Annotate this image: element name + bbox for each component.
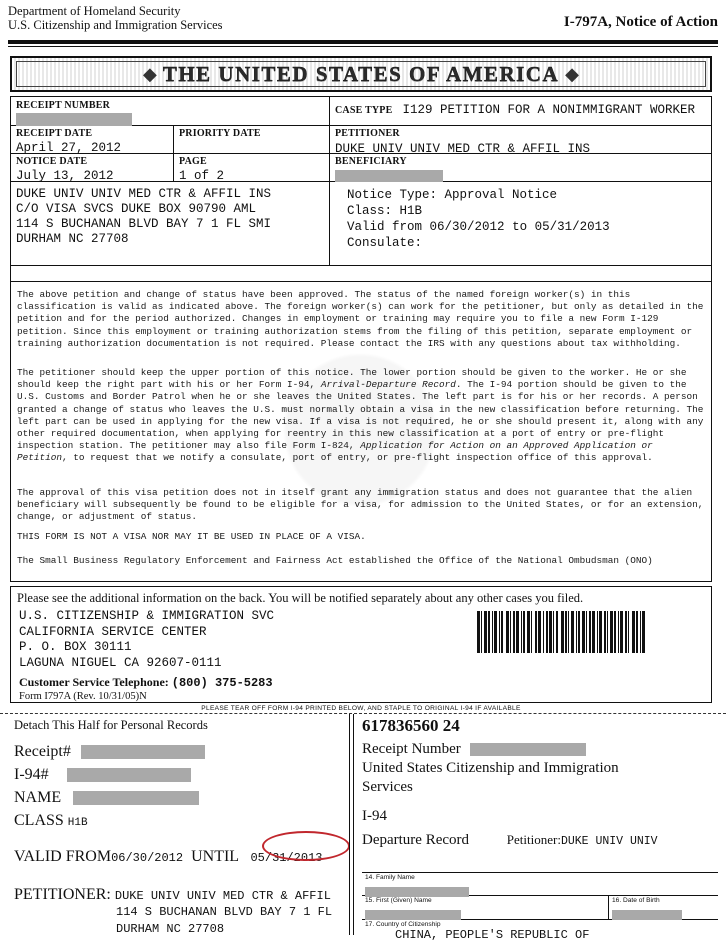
i94-agency-line-2: Services (362, 779, 413, 795)
consulate-label: Consulate: (347, 236, 423, 250)
stub-valid-from-label: VALID FROM (14, 848, 112, 865)
class-label: Class: (347, 204, 393, 218)
p2-part-b: . The I-94 portion should be given to the U.S. Customs and Border Patrol when he or she leaves the United States. The left part is for his or her records. A person granted a change of status who leaves the U.S. must normally obtain a visa in the new classification before returning. The left part can be used in applying for the new visa. If a visa is not required, he or she should present it, along with any other required documentation, when applying for reentry in this new classification at a port of entry or pre-flight inspection station. The petitioner may also file Form I-824, (17, 379, 704, 452)
service-center-address (19, 609, 274, 671)
body-paragraph-3: The approval of this visa petition does not in itself grant any immigration status and does not guarantee that the alien beneficiary will subsequently be found to be eligible for a visa, for admission to the United States, or for an extension, change, or adjustment of status. (17, 487, 704, 523)
i94-agency-line-1: United States Citizenship and Immigration (362, 760, 619, 776)
i94-receipt-number-row (362, 740, 722, 759)
stub-class-row (14, 812, 344, 830)
notice-type-row (347, 187, 707, 203)
office-line-1: U.S. CITIZENSHIP & IMMIGRATION SVC (19, 609, 275, 623)
receipt-number-field (16, 100, 132, 126)
office-line-4: LAGUNA NIGUEL CA 92607-0111 (19, 655, 222, 670)
p2-part-a: The petitioner should keep the upper portion of this notice. The lower portion should be given to the worker. He or she should keep the right part with his or her Form I-94, (17, 367, 687, 391)
case-type-value: I129 PETITION FOR A NONIMMIGRANT WORKER (402, 103, 696, 117)
stub-i94-row (14, 766, 344, 784)
customer-service-row (19, 675, 273, 690)
i94-field-15-value (365, 904, 605, 922)
stub-petitioner-row (14, 886, 344, 904)
personal-records-stub (14, 718, 344, 938)
agency-line-1: Department of Homeland Security (8, 4, 181, 18)
beneficiary-label: BENEFICIARY (335, 156, 407, 167)
office-line-2: CALIFORNIA SERVICE CENTER (19, 624, 207, 639)
usa-banner (10, 56, 712, 92)
case-type-field (335, 100, 707, 118)
stub-valid-from-value: 06/30/2012 (111, 851, 184, 865)
redaction-bar (612, 910, 682, 920)
receipt-number-value (16, 111, 132, 126)
i94-field-16-value (612, 904, 716, 922)
document-header (8, 4, 718, 32)
redaction-bar (335, 170, 443, 182)
receipt-number-label: RECEIPT NUMBER (16, 100, 111, 111)
receipt-date-value: April 27, 2012 (16, 141, 122, 155)
i94-field-17-value: CHINA, PEOPLE'S REPUBLIC OF (395, 928, 590, 942)
mailing-address-block (16, 187, 326, 247)
body-paragraph-5: The Small Business Regulatory Enforcement and Fairness Act established the Office of the National Ombudsman (ONO) (17, 555, 653, 566)
notice-info-block (347, 187, 707, 251)
notice-date-label: NOTICE DATE (16, 156, 88, 167)
stub-receipt-label: Receipt# (14, 743, 71, 760)
banner-text: THE UNITED STATES OF AMERICA (162, 61, 560, 86)
valid-from-value: 06/30/2012 (429, 220, 505, 234)
case-data-table (10, 96, 712, 582)
customer-service-phone: (800) 375-5283 (171, 676, 273, 690)
redaction-bar (73, 791, 199, 805)
i94-petitioner-value: DUKE UNIV UNIV (560, 835, 658, 848)
stub-title: Detach This Half for Personal Records (14, 718, 208, 732)
customer-service-label: Customer Service Telephone: (19, 675, 169, 689)
header-rule-secondary (8, 46, 718, 47)
priority-date-field (179, 128, 261, 141)
i94-petitioner-label: Petitioner: (506, 832, 561, 847)
stub-class-value: H1B (67, 817, 88, 829)
i94-departure-label: Departure Record (362, 832, 470, 848)
until-date-annotation-circle (262, 831, 350, 861)
stub-petitioner-label: PETITIONER: (14, 886, 111, 903)
redaction-bar (365, 887, 469, 897)
stub-divider-right (353, 714, 354, 935)
redaction-bar (67, 768, 191, 782)
notice-type-value: Approval Notice (444, 188, 558, 202)
petitioner-label: PETITIONER (335, 128, 400, 139)
i94-field-family-name (365, 874, 715, 899)
beneficiary-value (335, 167, 707, 182)
i94-fields-grid (362, 872, 718, 942)
i94-receipt-number-label: Receipt Number (362, 741, 461, 757)
petitioner-value: DUKE UNIV UNIV MED CTR & AFFIL INS (335, 142, 591, 156)
form-title: I-797A, Notice of Action (563, 14, 718, 30)
valid-from-label: Valid from (347, 220, 423, 234)
redaction-bar (470, 743, 586, 756)
i94-number: 617836560 24 (362, 716, 460, 735)
notice-type-label: Notice Type: (347, 188, 438, 202)
receipt-date-field (16, 128, 121, 155)
petitioner-field (335, 128, 707, 156)
case-type-label: CASE TYPE (335, 105, 393, 116)
stub-petitioner-line-3: DURHAM NC 27708 (116, 922, 225, 936)
stub-name-label: NAME (14, 789, 62, 806)
page-field (179, 156, 224, 183)
stub-petitioner-line-1: DUKE UNIV UNIV MED CTR & AFFIL (114, 889, 331, 903)
i94-field-16-label: 16. Date of Birth (612, 897, 660, 904)
stub-divider-left (349, 714, 350, 935)
body-paragraph-2 (17, 367, 705, 465)
service-center-box (10, 586, 712, 703)
validity-row (347, 219, 707, 235)
stub-until-value: 05/31/2013 (250, 851, 323, 865)
additional-info-text: Please see the additional information on the back. You will be notified separately about any other cases you filed. (17, 591, 584, 605)
priority-date-label: PRIORITY DATE (179, 128, 261, 139)
banner-ornament-left: ◆ (142, 63, 157, 84)
i94-field-citizenship (365, 921, 715, 942)
mailing-address-line-2: C/O VISA SVCS DUKE BOX 90790 AML (16, 202, 257, 216)
page-label: PAGE (179, 156, 207, 167)
page-value: 1 of 2 (179, 169, 225, 183)
receipt-date-label: RECEIPT DATE (16, 128, 93, 139)
barcode (477, 611, 689, 653)
i94-field-17-label: 17. Country of Citizenship (365, 921, 441, 928)
stub-until-label: UNTIL (191, 848, 239, 865)
office-line-3: P. O. BOX 30111 (19, 640, 132, 654)
mailing-address-line-4: DURHAM NC 27708 (16, 232, 129, 246)
stub-i94-label: I-94# (14, 766, 49, 783)
valid-to-separator: to (512, 220, 528, 234)
consulate-row (347, 235, 707, 251)
header-rule (8, 40, 718, 44)
p2-italic-2: Application for Action on an Approved Application or Petition (17, 440, 653, 464)
stub-class-label: CLASS (14, 812, 64, 829)
redaction-bar (81, 745, 205, 759)
redaction-bar (365, 910, 461, 920)
banner-ornament-right: ◆ (565, 63, 580, 84)
redaction-bar (16, 113, 132, 126)
beneficiary-field (335, 156, 707, 182)
class-value: H1B (399, 204, 423, 218)
usa-banner-inner (16, 61, 706, 87)
stub-name-row (14, 789, 344, 807)
i94-field-14-label: 14. Family Name (365, 874, 415, 881)
i94-field-dob (612, 897, 716, 922)
notice-date-value: July 13, 2012 (16, 169, 114, 183)
class-row (347, 203, 707, 219)
mailing-address-line-3: 114 S BUCHANAN BLVD BAY 7 1 FL SMI (16, 217, 272, 231)
stub-petitioner-line-2: 114 S BUCHANAN BLVD BAY 7 1 FL (116, 905, 333, 919)
i94-label: I-94 (362, 808, 387, 824)
i94-departure-record (362, 716, 722, 851)
i94-field-15-label: 15. First (Given) Name (365, 897, 432, 904)
valid-to-value: 05/31/2013 (534, 220, 610, 234)
tear-off-instruction: PLEASE TEAR OFF FORM I-94 PRINTED BELOW, AND STAPLE TO ORIGINAL I-94 IF AVAILABLE (201, 705, 521, 712)
form-revision: Form I797A (Rev. 10/31/05)N (19, 691, 147, 702)
p2-part-c: , to request that we notify a consulate, port of entry, or pre-flight inspection office of this approval. (62, 452, 653, 464)
stub-receipt-row (14, 743, 344, 761)
body-paragraph-4: THIS FORM IS NOT A VISA NOR MAY IT BE USED IN PLACE OF A VISA. (17, 531, 366, 542)
p2-italic-1: Arrival-Departure Record (320, 379, 456, 391)
grid-hline-5 (11, 281, 711, 282)
tear-dashed-line (0, 713, 726, 714)
i94-departure-row (362, 830, 722, 851)
body-paragraph-1: The above petition and change of status have been approved. The status of the named foreign worker(s) in this classification is valid as indicated above. The foreign worker(s) can work for the petitioner, but only as detailed in the petition and for the period authorized. Changes in employment or training may require you to file a new Form I-129 petition. Since this employment or training authorization stems from the filing of this petition, separate employment or training authorization documentation is not required. Please contact the IRS with any questions about tax withholding. (17, 289, 704, 349)
agency-line-2: U.S. Citizenship and Immigration Services (8, 18, 223, 32)
mailing-address-line-1: DUKE UNIV UNIV MED CTR & AFFIL INS (16, 187, 272, 201)
grid-hline-4 (11, 265, 711, 266)
i94-field-first-name (365, 897, 605, 922)
notice-date-field (16, 156, 114, 183)
agency-block (8, 4, 223, 32)
